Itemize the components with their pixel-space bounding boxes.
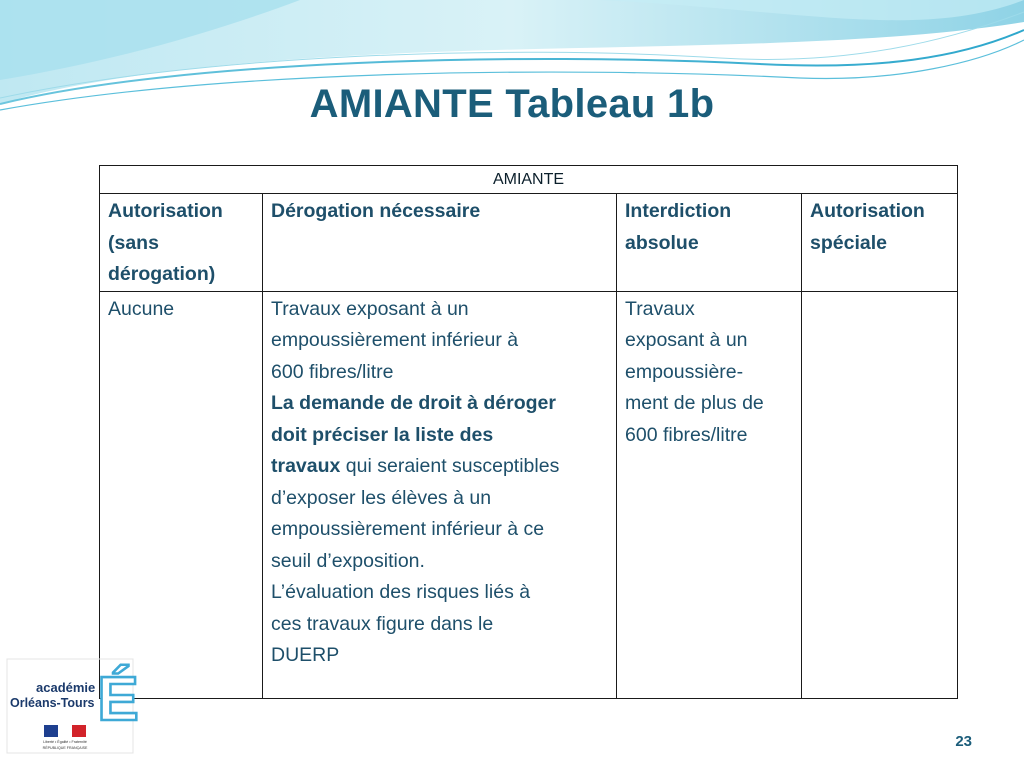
logo-motto: Liberté • Égalité • Fraternité [43,740,87,744]
cell-line: exposant à un [625,329,748,351]
column-header-derogation-necessaire [263,194,617,292]
logo-republic: RÉPUBLIQUE FRANÇAISE [42,746,88,750]
cell-line: d’exposer les élèves à un [271,486,492,509]
header-line: absolue [625,231,699,254]
column-header-autorisation-speciale [802,194,958,292]
logo-line2: Orléans-Tours [10,696,95,710]
cell-line: 600 fibres/litre [271,360,394,383]
cell-bold-line: travaux [271,455,341,477]
cell-line: L’évaluation des risques liés à [271,581,531,603]
cell-line: qui seraient susceptibles [340,455,560,477]
page-number: 23 [955,733,972,750]
header-line: Autorisation [810,200,925,222]
cell-line: Travaux [625,297,695,320]
cell-autorisation-speciale [802,291,958,698]
french-flag-icon [44,725,86,737]
cell-line: 600 fibres/litre [625,423,748,446]
column-header-interdiction-absolue [617,194,802,292]
cell-derogation [263,291,617,698]
cell-bold-line: La demande de droit à déroger [271,392,556,414]
cell-line: ces travaux figure dans le [271,612,494,635]
cell-autorisation [100,291,263,698]
cell-line: Travaux exposant à un [271,297,469,320]
cell-line: seuil d’exposition. [271,549,425,572]
logo-letter: É [97,665,139,734]
cell-interdiction [617,291,802,698]
cell-text: Aucune [108,297,175,320]
academie-orleans-tours-logo [6,658,139,754]
header-line: Interdiction [625,200,732,222]
header-line: Dérogation nécessaire [271,200,481,222]
table-row [100,291,958,698]
cell-line: empoussièrement inférieur à ce [271,518,545,540]
cell-line: ment de plus de [625,392,764,414]
header-line: spéciale [810,231,887,254]
cell-line: DUERP [271,644,340,666]
cell-bold-line: doit préciser la liste des [271,423,494,446]
amiante-table [99,165,958,699]
column-header-autorisation-sans-derogation [100,194,263,292]
header-line: dérogation) [108,263,216,285]
slide-title: AMIANTE Tableau 1b [309,82,715,126]
header-line: Autorisation [108,200,223,222]
header-line: (sans [108,231,159,254]
table-caption: AMIANTE [100,166,958,194]
cell-line: empoussière- [625,360,744,383]
cell-line: empoussièrement inférieur à [271,329,519,351]
logo-line1: académie [36,680,96,695]
